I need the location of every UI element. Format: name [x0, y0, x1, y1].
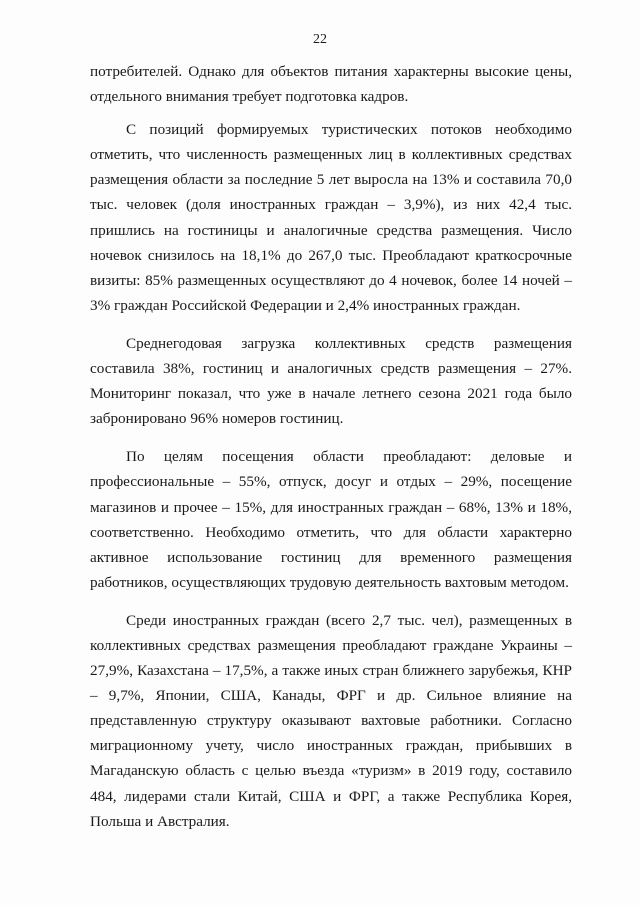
- paragraph-tourist-flows: С позиций формируемых туристических потоков необходимо отметить, что численность размещенных лиц в коллективных средствах размещения области за последние 5 лет выросла на 13% и составила 70,0 тыс. человек (доля иностранных граждан – 3,9%), из них 42,4 тыс. пришлись на гостиницы и аналогичные средства размещения. Число ночевок снизилось на 18,1% до 267,0 тыс. Преобладают краткосрочные визиты: 85% размещенных осуществляют до 4 ночевок, более 14 ночей – 3% граждан Российской Федерации и 2,4% иностранных граждан.: [90, 121, 572, 314]
- paragraph-foreign-citizens: Среди иностранных граждан (всего 2,7 тыс. чел), размещенных в коллективных средствах размещения преобладают граждане Украины – 27,9%, Казахстана – 17,5%, а также иных стран ближнего зарубежья, КНР – 9,7%, Японии, США, Канады, ФРГ и др. Сильное влияние на представленную структуру оказывают вахтовые работники. Согласно миграционному учету, число иностранных граждан, прибывших в Магаданскую область с целью въезда «туризм» в 2019 году, составило 484, лидерами стали Китай, США и ФРГ, а также Республика Корея, Польша и Австралия.: [90, 611, 572, 830]
- page-body: [90, 59, 572, 847]
- paragraph-occupancy: Среднегодовая загрузка коллективных средств размещения составила 38%, гостиниц и аналогичных средств размещения – 27%. Мониторинг показал, что уже в начале летнего сезона 2021 года было забронировано 96% номеров гостиниц.: [90, 334, 572, 428]
- paragraph-continuation: потребителей. Однако для объектов питания характерны высокие цены, отдельного внимания требует подготовка кадров.: [90, 63, 572, 106]
- page-number: 22: [313, 32, 327, 47]
- paragraph-visit-purposes: По целям посещения области преобладают: деловые и профессиональные – 55%, отпуск, досуг и отдых – 29%, посещение магазинов и прочее – 15%, для иностранных граждан – 68%, 13% и 18%, соответственно. Необходимо отметить, что для области характерно активное использование гостиниц для временного размещения работников, осуществляющих трудовую деятельность вахтовым методом.: [90, 448, 572, 591]
